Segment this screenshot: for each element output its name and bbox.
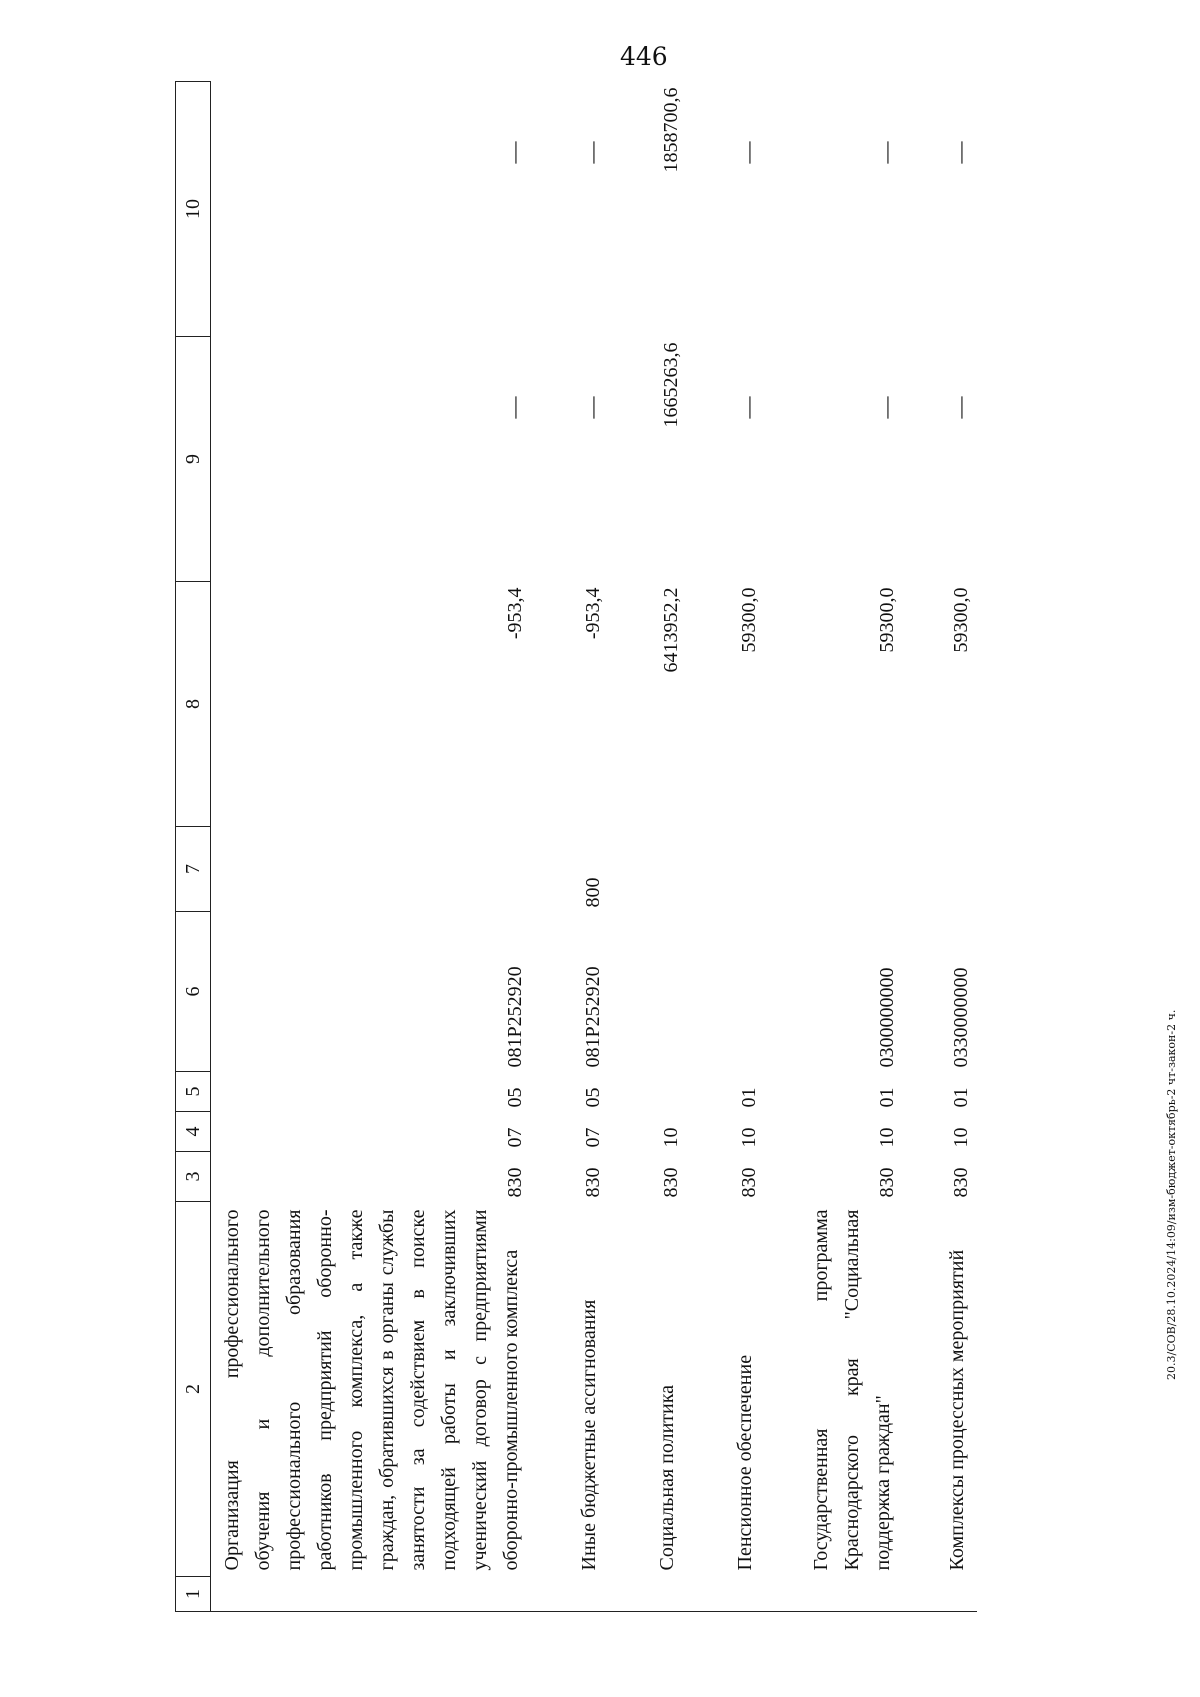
header-cell-3: 3 — [176, 1152, 211, 1202]
table-row — [531, 82, 609, 1612]
cell-col7: 800 — [582, 877, 604, 908]
cell-col9: — — [873, 396, 898, 419]
cell-col3: 830 — [876, 1167, 898, 1198]
cell-col5: 05 — [504, 1087, 526, 1108]
cell-col9: — — [735, 396, 760, 419]
cell-col6 — [609, 912, 687, 1072]
cell-col3: 830 — [582, 1167, 604, 1198]
cell-col5: 05 — [582, 1087, 604, 1108]
cell-col1 — [687, 1577, 765, 1612]
header-cell-6: 6 — [176, 912, 211, 1072]
cell-col3: 830 — [738, 1167, 760, 1198]
budget-table-wrapper — [175, 82, 972, 1612]
header-cell-5: 5 — [176, 1072, 211, 1112]
cell-col4: 10 — [950, 1127, 972, 1148]
cell-col4: 07 — [582, 1127, 604, 1148]
cell-col7 — [211, 827, 532, 912]
cell-col1 — [609, 1577, 687, 1612]
cell-col10: — — [735, 141, 760, 164]
cell-description: Иные бюджетные ассигнования — [578, 1299, 600, 1571]
cell-description: Социальная политика — [656, 1384, 678, 1571]
table-row — [903, 82, 977, 1612]
cell-description: Государственная программа Краснодарского края "Социальная поддержка граждан" — [810, 1209, 894, 1571]
cell-col6: 081Р252920 — [582, 966, 604, 1068]
cell-col4: 07 — [504, 1127, 526, 1148]
header-cell-7: 7 — [176, 827, 211, 912]
cell-col7 — [765, 827, 903, 912]
cell-description: Пенсионное обеспечение — [734, 1354, 756, 1571]
cell-col1 — [903, 1577, 977, 1612]
cell-description: Организация профессионального обучения и дополнительного профессионального образования работников предприятий оборонно-промышленного комплекса, а также граждан, обратившихся в органы службы занятости за содействием в поиске подходящей работы и заключивших ученический договор с предприятиями оборонно-промышленного комплекса — [221, 1209, 522, 1571]
cell-col3: 830 — [660, 1167, 682, 1198]
cell-col1 — [211, 1577, 532, 1612]
cell-col10: — — [579, 141, 604, 164]
cell-col4: 10 — [738, 1127, 760, 1148]
cell-col10: — — [873, 141, 898, 164]
table-row — [609, 82, 687, 1612]
cell-col8: -953,4 — [504, 587, 526, 640]
cell-col7 — [609, 827, 687, 912]
budget-table — [175, 81, 977, 1612]
footer-code: 20.3/COB/28.10.2024/14:09/изм-бюджет-октябрь-2 чт-закон-2 ч. — [1165, 1009, 1178, 1380]
cell-col8: 59300,0 — [950, 587, 972, 653]
cell-col8: -953,4 — [582, 587, 604, 640]
cell-col8: 59300,0 — [738, 587, 760, 653]
cell-col3: 830 — [504, 1167, 526, 1198]
cell-col3: 830 — [950, 1167, 972, 1198]
header-cell-10: 10 — [176, 82, 211, 337]
cell-col5: 01 — [738, 1087, 760, 1108]
cell-col6 — [687, 912, 765, 1072]
cell-col8: 59300,0 — [876, 587, 898, 653]
table-row — [687, 82, 765, 1612]
header-row — [176, 82, 211, 1612]
cell-description: Комплексы процессных мероприятий — [946, 1249, 968, 1571]
cell-col10: — — [501, 141, 526, 164]
cell-col9: — — [947, 396, 972, 419]
cell-col5: 01 — [876, 1087, 898, 1108]
cell-col10: 1858700,6 — [660, 87, 682, 173]
cell-col8: 6413952,2 — [660, 587, 682, 673]
page-number: 446 — [620, 42, 668, 71]
cell-col6: 0330000000 — [950, 967, 972, 1068]
header-cell-9: 9 — [176, 337, 211, 582]
header-cell-1: 1 — [176, 1577, 211, 1612]
cell-col9: — — [501, 396, 526, 419]
header-cell-4: 4 — [176, 1112, 211, 1152]
cell-col4: 10 — [876, 1127, 898, 1148]
cell-col6: 081Р252920 — [504, 966, 526, 1068]
cell-col5 — [609, 1072, 687, 1112]
cell-col7 — [903, 827, 977, 912]
cell-col4: 10 — [660, 1127, 682, 1148]
header-cell-8: 8 — [176, 582, 211, 827]
cell-col9: — — [579, 396, 604, 419]
header-cell-2: 2 — [176, 1202, 211, 1577]
table-row — [765, 82, 903, 1612]
cell-col6: 0300000000 — [876, 967, 898, 1068]
cell-col1 — [765, 1577, 903, 1612]
cell-col1 — [531, 1577, 609, 1612]
cell-col9: 1665263,6 — [660, 342, 682, 428]
cell-col7 — [687, 827, 765, 912]
table-row — [211, 82, 532, 1612]
cell-col10: — — [947, 141, 972, 164]
cell-col5: 01 — [950, 1087, 972, 1108]
